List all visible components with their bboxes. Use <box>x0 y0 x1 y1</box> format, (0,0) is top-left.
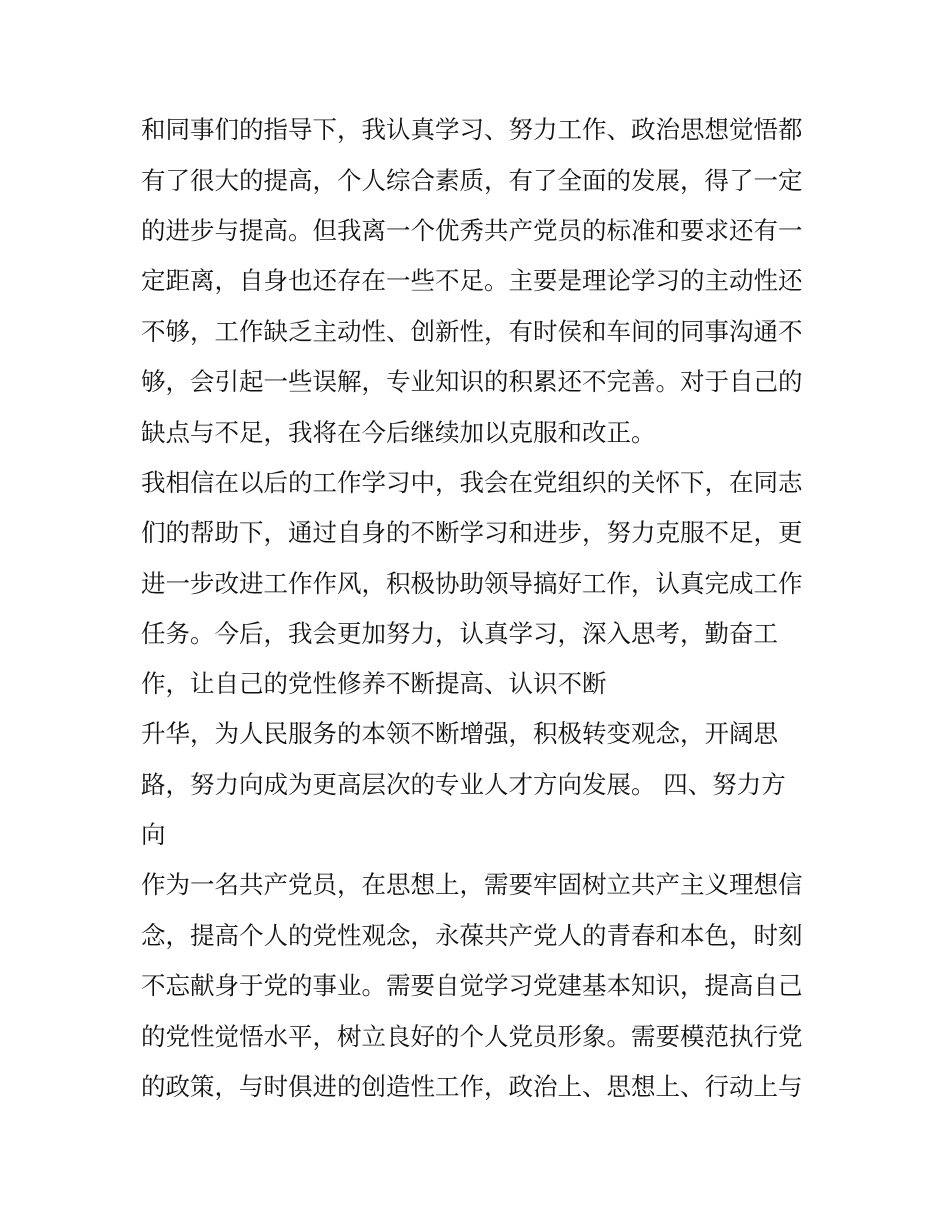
text-line: 路，努力向成为更高层次的专业人才方向发展。 四、努力方 <box>141 770 786 799</box>
text-line: 进一步改进工作作风，积极协助领导搞好工作，认真完成工作 <box>141 569 803 598</box>
text-line: 念，提高个人的党性观念，永葆共产党人的青春和本色，时刻 <box>141 921 803 950</box>
text-line: 定距离，自身也还存在一些不足。主要是理论学习的主动性还 <box>141 266 803 295</box>
text-line: 缺点与不足，我将在今后继续加以克服和改正。 <box>141 418 656 447</box>
text-line: 的进步与提高。但我离一个优秀共产党员的标准和要求还有一 <box>141 216 803 245</box>
text-line: 任务。今后，我会更加努力，认真学习，深入思考，勤奋工 <box>141 619 778 648</box>
text-line: 升华，为人民服务的本领不断增强，积极转变观念，开阔思 <box>141 719 778 748</box>
text-line: 和同事们的指导下，我认真学习、努力工作、政治思想觉悟都 <box>141 115 803 144</box>
text-line: 们的帮助下，通过自身的不断学习和进步，努力克服不足，更 <box>141 518 803 547</box>
text-line: 的政策，与时俱进的创造性工作，政治上、思想上、行动上与 <box>141 1072 803 1101</box>
text-line: 我相信在以后的工作学习中，我会在党组织的关怀下，在同志 <box>141 468 803 497</box>
text-line: 作，让自己的党性修养不断提高、认识不断 <box>141 669 607 698</box>
text-line: 作为一名共产党员，在思想上，需要牢固树立共产主义理想信 <box>141 870 803 899</box>
text-line: 不忘献身于党的事业。需要自觉学习党建基本知识，提高自己 <box>141 971 803 1000</box>
text-line: 有了很大的提高，个人综合素质，有了全面的发展，得了一定 <box>141 166 803 195</box>
text-line: 向 <box>141 820 166 849</box>
text-line: 的党性觉悟水平，树立良好的个人党员形象。需要模范执行党 <box>141 1022 803 1051</box>
text-line: 不够，工作缺乏主动性、创新性，有时侯和车间的同事沟通不 <box>141 317 803 346</box>
text-line: 够，会引起一些误解，专业知识的积累还不完善。对于自己的 <box>141 367 803 396</box>
